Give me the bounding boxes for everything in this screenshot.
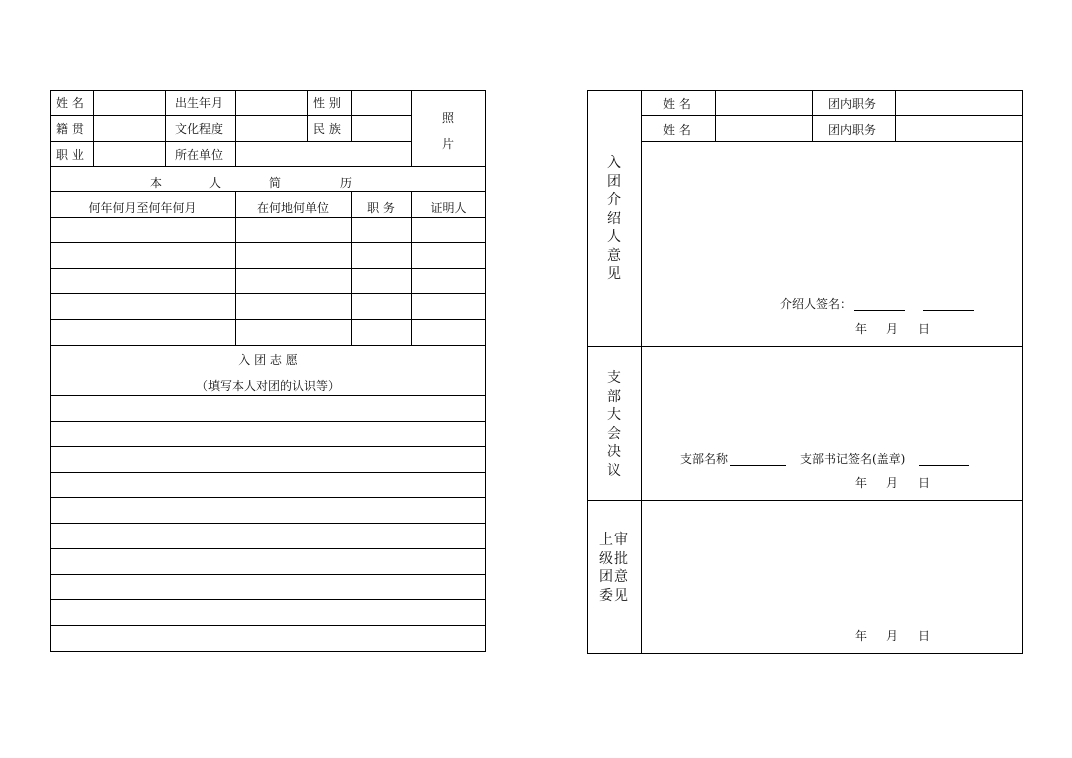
divider bbox=[50, 166, 486, 167]
branch-resolution-label: 支部大会决议 bbox=[607, 370, 621, 479]
branch-name-label: 支部名称 bbox=[680, 452, 729, 466]
divider bbox=[50, 421, 486, 422]
application-subtitle: （填写本人对团的认识等） bbox=[195, 379, 340, 393]
introducer-position-label: 团内职务 bbox=[828, 123, 877, 137]
divider bbox=[50, 395, 486, 396]
date-month: 月 bbox=[886, 322, 899, 336]
divider bbox=[641, 115, 1023, 116]
application-title: 入 团 志 愿 bbox=[238, 353, 298, 367]
work-unit-label: 所在单位 bbox=[175, 148, 224, 162]
signature-line bbox=[854, 310, 905, 311]
divider bbox=[50, 242, 486, 243]
divider bbox=[641, 90, 642, 654]
resume-header-period: 何年何月至何年何月 bbox=[88, 201, 197, 215]
divider bbox=[50, 141, 411, 142]
divider bbox=[50, 599, 486, 600]
right-form-border bbox=[587, 90, 1023, 654]
divider bbox=[93, 90, 94, 166]
branch-name-line bbox=[730, 465, 786, 466]
divider bbox=[50, 523, 486, 524]
divider bbox=[50, 574, 486, 575]
introducer-signature-label: 介绍人签名： bbox=[780, 297, 853, 311]
occupation-label: 职 业 bbox=[56, 148, 84, 162]
divider bbox=[50, 217, 486, 218]
date-year: 年 bbox=[855, 476, 868, 490]
secretary-signature-label: 支部书记签名(盖章) bbox=[800, 452, 906, 466]
date-year: 年 bbox=[855, 629, 868, 643]
date-day: 日 bbox=[918, 476, 931, 490]
divider bbox=[235, 90, 236, 166]
date-day: 日 bbox=[918, 629, 931, 643]
birth-date-label: 出生年月 bbox=[175, 96, 224, 110]
resume-header-place: 在何地何单位 bbox=[256, 201, 329, 215]
divider bbox=[50, 268, 486, 269]
introducer-name-label: 姓 名 bbox=[663, 97, 691, 111]
date-month: 月 bbox=[886, 476, 899, 490]
divider bbox=[50, 293, 486, 294]
native-place-label: 籍 贯 bbox=[56, 122, 84, 136]
name-label: 姓 名 bbox=[56, 96, 84, 110]
divider bbox=[50, 625, 486, 626]
divider bbox=[307, 90, 308, 141]
divider bbox=[165, 90, 166, 166]
divider bbox=[411, 90, 412, 166]
resume-title: 简 bbox=[269, 176, 282, 190]
signature-line bbox=[923, 310, 974, 311]
introducer-opinion-label: 入团介绍人意见 bbox=[607, 155, 621, 282]
divider bbox=[50, 345, 486, 346]
resume-title: 本 bbox=[150, 176, 163, 190]
divider bbox=[50, 115, 411, 116]
superior-approval-label: 上级团委 bbox=[599, 532, 613, 604]
date-month: 月 bbox=[886, 629, 899, 643]
resume-header-position: 职 务 bbox=[367, 201, 395, 215]
ethnicity-label: 民 族 bbox=[313, 122, 341, 136]
divider bbox=[587, 500, 1023, 501]
divider bbox=[50, 497, 486, 498]
divider bbox=[50, 548, 486, 549]
superior-approval-label: 审批意见 bbox=[614, 532, 628, 604]
introducer-name-label: 姓 名 bbox=[663, 123, 691, 137]
date-day: 日 bbox=[918, 322, 931, 336]
date-year: 年 bbox=[855, 322, 868, 336]
divider bbox=[50, 191, 486, 192]
gender-label: 性 别 bbox=[313, 96, 341, 110]
resume-header-witness: 证明人 bbox=[430, 201, 467, 215]
divider bbox=[50, 446, 486, 447]
photo-label: 片 bbox=[442, 137, 455, 151]
divider bbox=[351, 90, 352, 141]
divider bbox=[50, 472, 486, 473]
education-label: 文化程度 bbox=[175, 122, 224, 136]
resume-title: 历 bbox=[340, 176, 353, 190]
photo-label: 照 bbox=[442, 111, 455, 125]
divider bbox=[812, 90, 813, 141]
resume-title: 人 bbox=[209, 176, 222, 190]
divider bbox=[715, 90, 716, 141]
left-form-border bbox=[50, 90, 486, 652]
introducer-position-label: 团内职务 bbox=[828, 97, 877, 111]
secretary-signature-line bbox=[919, 465, 969, 466]
divider bbox=[641, 141, 1023, 142]
divider bbox=[50, 319, 486, 320]
divider bbox=[587, 346, 1023, 347]
divider bbox=[895, 90, 896, 141]
